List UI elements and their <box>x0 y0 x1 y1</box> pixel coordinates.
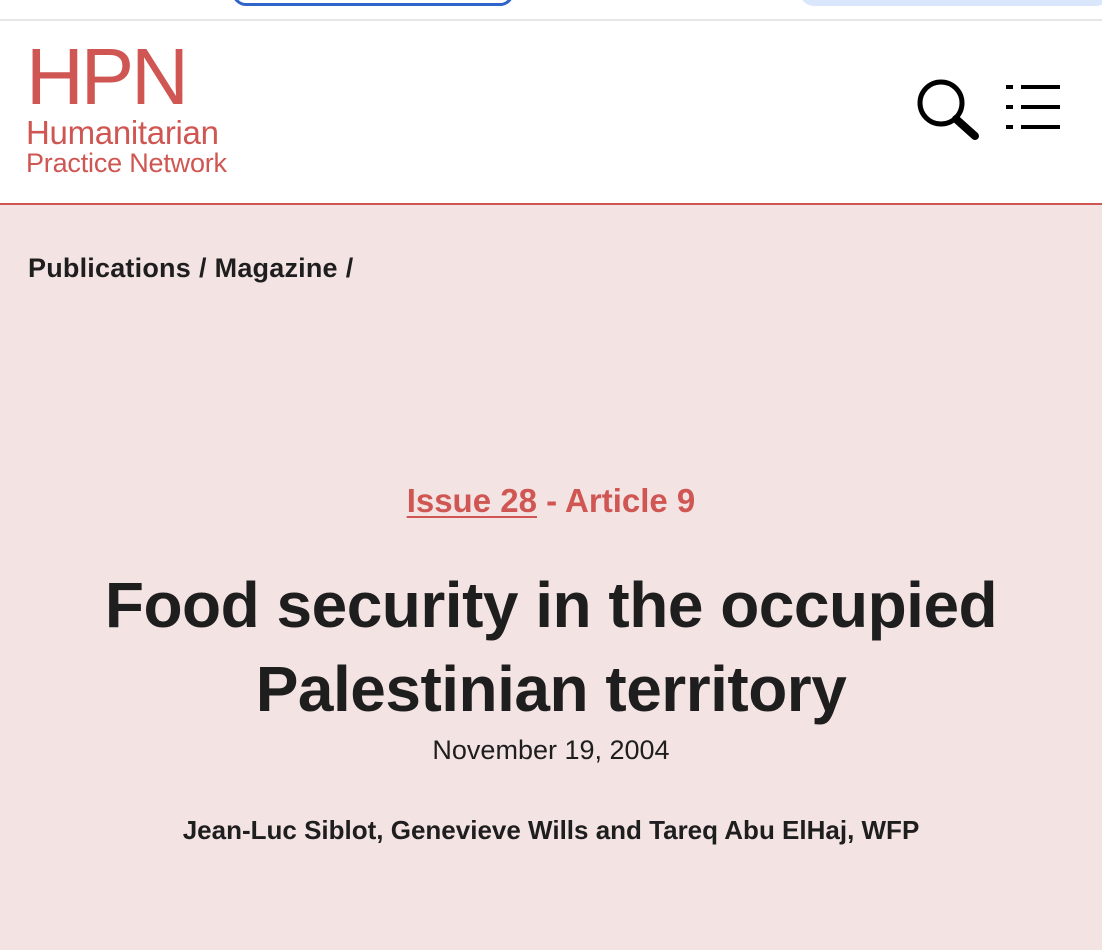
browser-top-strip <box>0 0 1102 21</box>
article-number: - Article 9 <box>536 482 696 519</box>
hpn-logo[interactable] <box>26 32 227 178</box>
site-header <box>0 21 1102 205</box>
article-authors: Jean-Luc Siblot, Genevieve Wills and Tareq Abu ElHaj, WFP <box>182 815 920 845</box>
logo-text-line1: Humanitarian <box>26 114 219 151</box>
logo-mark: HPN <box>26 32 186 121</box>
breadcrumb-magazine[interactable]: Magazine <box>214 253 338 283</box>
breadcrumb-separator: / <box>198 253 207 283</box>
issue-link[interactable]: Issue 28 <box>406 482 537 519</box>
logo-text-line2: Practice Network <box>26 148 227 178</box>
menu-icon <box>1004 82 1062 132</box>
breadcrumb-separator: / <box>345 253 354 283</box>
browser-address-pill[interactable] <box>232 0 514 6</box>
breadcrumb <box>28 253 361 284</box>
article-hero <box>0 205 1102 950</box>
article-title: Food security in the occupied Palestinian territory <box>104 569 998 725</box>
issue-article-label <box>0 482 1102 520</box>
search-button[interactable] <box>914 78 980 140</box>
search-icon <box>914 78 980 140</box>
publication-date: November 19, 2004 <box>432 735 670 765</box>
browser-tab-pill[interactable] <box>800 0 1102 6</box>
menu-button[interactable] <box>1004 82 1062 132</box>
breadcrumb-publications[interactable]: Publications <box>28 253 191 283</box>
